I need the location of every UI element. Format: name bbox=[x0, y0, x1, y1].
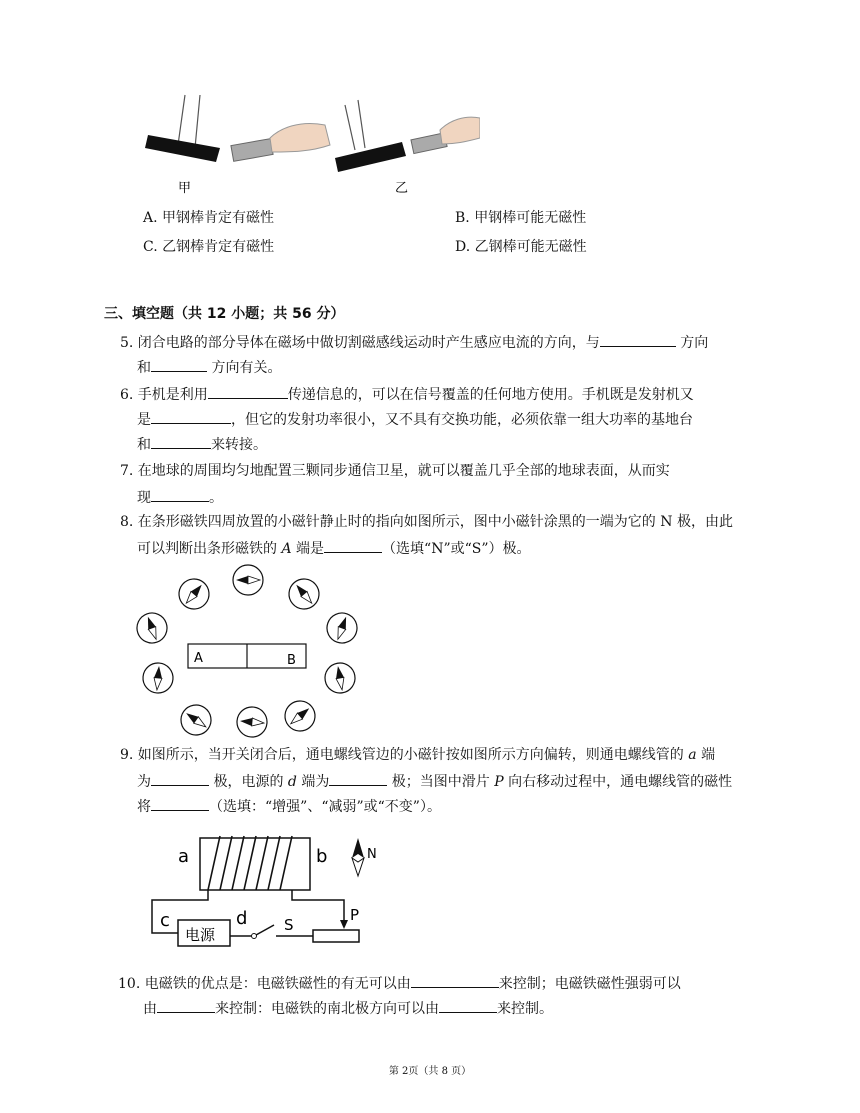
rheostat bbox=[313, 930, 359, 942]
q6-line2: 是 ，但它的发射功率很小，又不具有交换功能，必须依靠一组大功率的基地台 bbox=[137, 408, 693, 430]
compass-icon bbox=[323, 661, 358, 696]
magnet-label-b: B bbox=[287, 653, 296, 668]
figure1-label-right: 乙 bbox=[395, 181, 409, 196]
hand-left bbox=[270, 123, 330, 152]
steel-rod-figure bbox=[140, 90, 480, 200]
q7-line2: 现 。 bbox=[137, 486, 223, 508]
figure1-label-left: 甲 bbox=[178, 181, 192, 196]
wire-end-d: d bbox=[236, 908, 248, 929]
solenoid-circuit-figure bbox=[148, 828, 388, 958]
magnet-label-a: A bbox=[194, 651, 203, 666]
solenoid-core bbox=[200, 838, 310, 890]
coil-end-a: a bbox=[178, 846, 190, 867]
power-label: 电源 bbox=[185, 926, 216, 944]
bar-magnet-figure bbox=[130, 560, 380, 740]
option-a: A. 甲钢棒肯定有磁性 bbox=[143, 210, 275, 226]
slider-label-p: P bbox=[350, 906, 360, 924]
compass-icon bbox=[173, 573, 215, 615]
q5-line1: 5. 闭合电路的部分导体在磁场中做切割磁感线运动时产生感应电流的方向，与 方向 bbox=[120, 331, 708, 353]
q9-line1: 9. 如图所示，当开关闭合后，通电螺线管边的小磁针按如图所示方向偏转，则通电螺线管的 a 端 bbox=[120, 747, 716, 763]
compass-needle bbox=[352, 838, 364, 858]
slider-p bbox=[340, 920, 348, 929]
compass-icon bbox=[175, 699, 217, 740]
switch-label-s: S bbox=[284, 916, 294, 934]
compass-icon bbox=[323, 609, 361, 647]
coil-end-b: b bbox=[316, 846, 328, 867]
q9-line3: 将 （选填：“增强”、“减弱”或“不变”）。 bbox=[137, 795, 441, 817]
q10-line1: 10. 电磁铁的优点是：电磁铁磁性的有无可以由 来控制；电磁铁磁性强弱可以 bbox=[118, 972, 681, 994]
page-footer: 第 2页（共 8 页） bbox=[388, 1066, 472, 1077]
q8-line2: 可以判断出条形磁铁的 A 端是 （选填“N”或“S”）极。 bbox=[137, 537, 531, 559]
q6-line1: 6. 手机是利用 传递信息的，可以在信号覆盖的任何地方使用。手机既是发射机又 bbox=[120, 383, 694, 405]
compass-icon bbox=[279, 695, 321, 737]
compass-icon bbox=[283, 573, 325, 615]
compass-icon bbox=[142, 662, 175, 695]
q10-line2: 由 来控制：电磁铁的南北极方向可以由 来控制。 bbox=[143, 997, 553, 1019]
option-d: D. 乙钢棒可能无磁性 bbox=[455, 239, 587, 255]
wire-end-c: c bbox=[160, 910, 170, 931]
q7-line1: 7. 在地球的周围均匀地配置三颗同步通信卫星，就可以覆盖几乎全部的地球表面，从而实 bbox=[120, 463, 670, 479]
q6-line3: 和 来转接。 bbox=[137, 433, 267, 455]
option-b: B. 甲钢棒可能无磁性 bbox=[455, 210, 587, 226]
black-rod-right bbox=[335, 142, 406, 172]
compass-icon bbox=[133, 609, 171, 647]
switch bbox=[256, 925, 274, 935]
grey-rod-left bbox=[231, 139, 273, 162]
hand-right bbox=[440, 117, 480, 144]
option-c: C. 乙钢棒肯定有磁性 bbox=[143, 239, 275, 255]
compass-icon bbox=[233, 565, 263, 595]
black-rod-left bbox=[145, 135, 220, 162]
q8-line1: 8. 在条形磁铁四周放置的小磁针静止时的指向如图所示，图中小磁针涂黑的一端为它的 N 极，由此 bbox=[120, 514, 733, 530]
q9-line2: 为 极，电源的 d 端为 极；当图中滑片 P 向右移动过程中，通电螺线管的磁性 bbox=[137, 770, 732, 792]
compass-label-n: N bbox=[367, 847, 377, 862]
section-title: 三、填空题（共 12 小题；共 56 分） bbox=[104, 306, 345, 322]
q5-line2: 和 方向有关。 bbox=[137, 356, 281, 378]
compass-icon bbox=[236, 706, 269, 739]
